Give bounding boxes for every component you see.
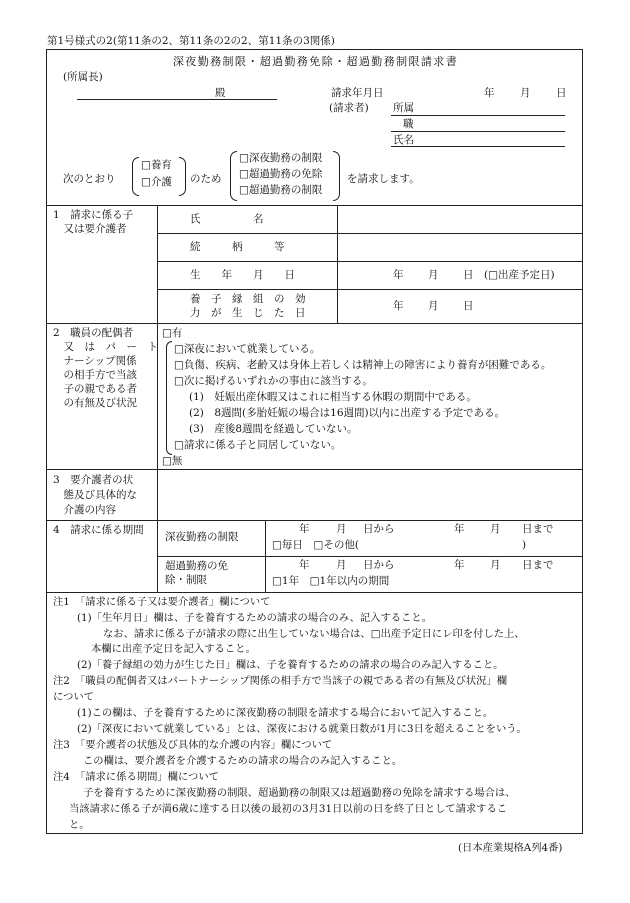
note-1-item-1-cont: なお、請求に係る子が請求の際に出生していない場合は、□出産予定日にレ印を付した上、 [103,628,525,640]
note-3-body: この欄は、要介護者を介護するための請求の場合のみ記入すること。 [83,755,403,767]
position-line [391,131,565,132]
section3-label-1: 3 要介護者の状 [53,474,134,486]
request-option-limit[interactable]: □超過勤務の制限 [239,184,323,196]
note-2-item-1: (1)この欄は、子を養育するために深夜勤務の制限を請求する場合において記入すること。 [77,707,494,719]
birthdate-row-label: 生 年 月 日 [190,269,295,281]
note-3-title: 注3 「要介護者の状態及び具体的な介護の内容」欄について [53,739,333,751]
section1-label-2: 又は要介護者 [53,223,127,235]
section1-label-1: 1 請求に係る子 [53,209,134,221]
divider [157,233,583,234]
tame-text: のため [190,173,222,185]
reason-item-2: (2) 8週間(多胎妊娠の場合は16週間)以内に出産する予定である。 [189,407,506,419]
spouse-no-checkbox[interactable]: □無 [162,455,183,467]
not-cohabiting-checkbox[interactable]: □請求に係る子と同居していない。 [174,439,342,451]
night-to-month[interactable]: 月 [490,523,501,535]
reason-item-1: (1) 妊娠出産休暇又はこれに相当する休暇の期間中である。 [189,391,477,403]
divider-top [47,205,583,206]
note-2-item-2: (2)「深夜において就業している」とは、深夜における就業日数が1月に3日を超えることをいう。 [77,723,527,735]
ot-from-kara: 日から [363,559,395,571]
night-from-month[interactable]: 月 [336,523,347,535]
divider [157,261,583,262]
section3-label-2: 態及び具体的な [53,489,137,501]
ot-from-year[interactable]: 年 [299,559,310,571]
section2-label-3: ナーシップ関係 [53,355,137,367]
purpose-brace-left [132,157,139,196]
birth-month[interactable]: 月 [428,269,439,281]
note-4-body-3: と。 [69,819,90,831]
note-2-title: 注2 「職員の配偶者又はパートナーシップ関係の相手方で当該子の親である者の有無及び状況」欄 [53,675,508,687]
requester-position[interactable]: 職 [403,118,414,130]
overtime-label-2: 除・制限 [165,574,207,586]
difficulty-checkbox[interactable]: □負傷、疾病、老齢又は身体上若しくは精神上の障害により養育が困難である。 [174,359,552,371]
section2-label-1: 2 職員の配偶者 [53,327,134,339]
note-1-title: 注1 「請求に係る子又は要介護者」欄について [53,596,271,608]
form-title: 深夜勤務制限・超過勤務免除・超過勤務制限請求書 [172,55,459,68]
night-period-close: ) [522,539,527,551]
night-period-options[interactable]: □毎日 □その他( [272,539,359,551]
night-to-made: 日まで [522,523,554,535]
name-row-label: 氏 名 [190,213,264,225]
section2-label-2: 又 は パ ー ト [53,341,158,353]
note-1-item-1: (1)「生年月日」欄は、子を養育するための請求の場合のみ、記入すること。 [77,612,432,624]
addressee-line[interactable] [77,99,277,100]
purpose-option-nursing[interactable]: □介護 [141,176,172,188]
requester-label: (請求者) [329,102,369,114]
divider [157,289,583,290]
ot-from-month[interactable]: 月 [336,559,347,571]
spouse-yes-checkbox[interactable]: □有 [162,327,183,339]
request-brace-left [230,151,237,201]
section2-label-5: 子の親である者 [53,383,137,395]
purpose-brace-right [179,157,186,196]
request-year[interactable]: 年 [484,87,495,99]
adoption-year[interactable]: 年 [393,300,404,312]
divider [47,520,583,521]
divider [47,323,583,324]
spouse-status-brace [166,341,172,455]
section3-label-3: 介護の内容 [53,504,116,516]
reason-checkbox[interactable]: □次に掲げるいずれかの事由に該当する。 [174,375,373,387]
birth-day[interactable]: 日 [463,269,474,281]
request-brace-right [333,151,340,201]
ot-to-month[interactable]: 月 [490,559,501,571]
request-date-label: 請求年月日 [331,87,384,99]
night-limit-label: 深夜勤務の制限 [165,531,239,543]
purpose-option-childcare[interactable]: □養育 [141,159,172,171]
note-4-title: 注4 「請求に係る期間」欄について [53,771,219,783]
divider [47,469,583,470]
overtime-label-1: 超過勤務の免 [165,560,228,572]
note-2-title-cont: について [53,691,94,703]
form-frame [46,49,583,834]
ot-to-year[interactable]: 年 [454,559,465,571]
request-option-exempt[interactable]: □超過勤務の免除 [239,168,323,180]
ot-to-made: 日まで [522,559,554,571]
birth-year[interactable]: 年 [393,269,404,281]
adoption-row-label-1: 養 子 縁 組 の 効 [190,293,306,305]
night-to-year[interactable]: 年 [454,523,465,535]
requester-affiliation[interactable]: 所属 [393,102,414,114]
section4-label: 4 請求に係る期間 [53,524,144,536]
divider [337,205,338,323]
adoption-day[interactable]: 日 [463,300,474,312]
form-number: 第1号様式の2(第11条の2、第11条の2の2、第11条の3関係) [47,35,335,47]
intro-text: 次のとおり [63,173,116,185]
note-1-item-1-cont2: 本欄に出産予定日を記入すること。 [91,643,256,655]
section2-label-4: の相手方で当該 [53,369,137,381]
divider [157,556,583,557]
reason-item-3: (3) 産後8週間を経過していない。 [189,423,358,435]
section2-label-6: の有無及び状況 [53,397,137,409]
request-option-night[interactable]: □深夜勤務の制限 [239,152,323,164]
night-from-kara: 日から [363,523,395,535]
ot-period-options[interactable]: □1年 □1年以内の期間 [272,575,390,587]
closing-text: を請求します。 [347,173,420,185]
addressee-label: (所属長) [63,71,103,83]
request-month[interactable]: 月 [520,87,531,99]
paper-size-footer: (日本産業規格A列4番) [458,842,563,854]
adoption-month[interactable]: 月 [428,300,439,312]
night-from-year[interactable]: 年 [299,523,310,535]
divider [47,592,583,593]
affiliation-line [391,115,565,116]
adoption-row-label-2: 力 が 生 じ た 日 [190,307,306,319]
requester-name[interactable]: 氏名 [393,134,414,146]
note-4-body-1: 子を養育するために深夜勤務の制限、超過勤務の制限又は超過勤務の免除を請求する場合は、 [83,787,516,799]
name-line [391,146,565,147]
night-work-checkbox[interactable]: □深夜において就業している。 [174,343,321,355]
relation-row-label: 続 柄 等 [190,241,285,253]
due-date-checkbox[interactable]: (□出産予定日) [484,269,555,281]
divider [265,520,266,592]
request-day[interactable]: 日 [556,87,567,99]
note-1-item-2: (2)「養子縁組の効力が生じた日」欄は、子を養育するための請求の場合のみ記入すること。 [77,659,504,671]
dono-text: 殿 [215,87,226,99]
note-4-body-2: 当該請求に係る子が満6歳に達する日以後の最初の3月31日以前の日を終了日として請求するこ [69,803,508,815]
divider [157,205,158,592]
